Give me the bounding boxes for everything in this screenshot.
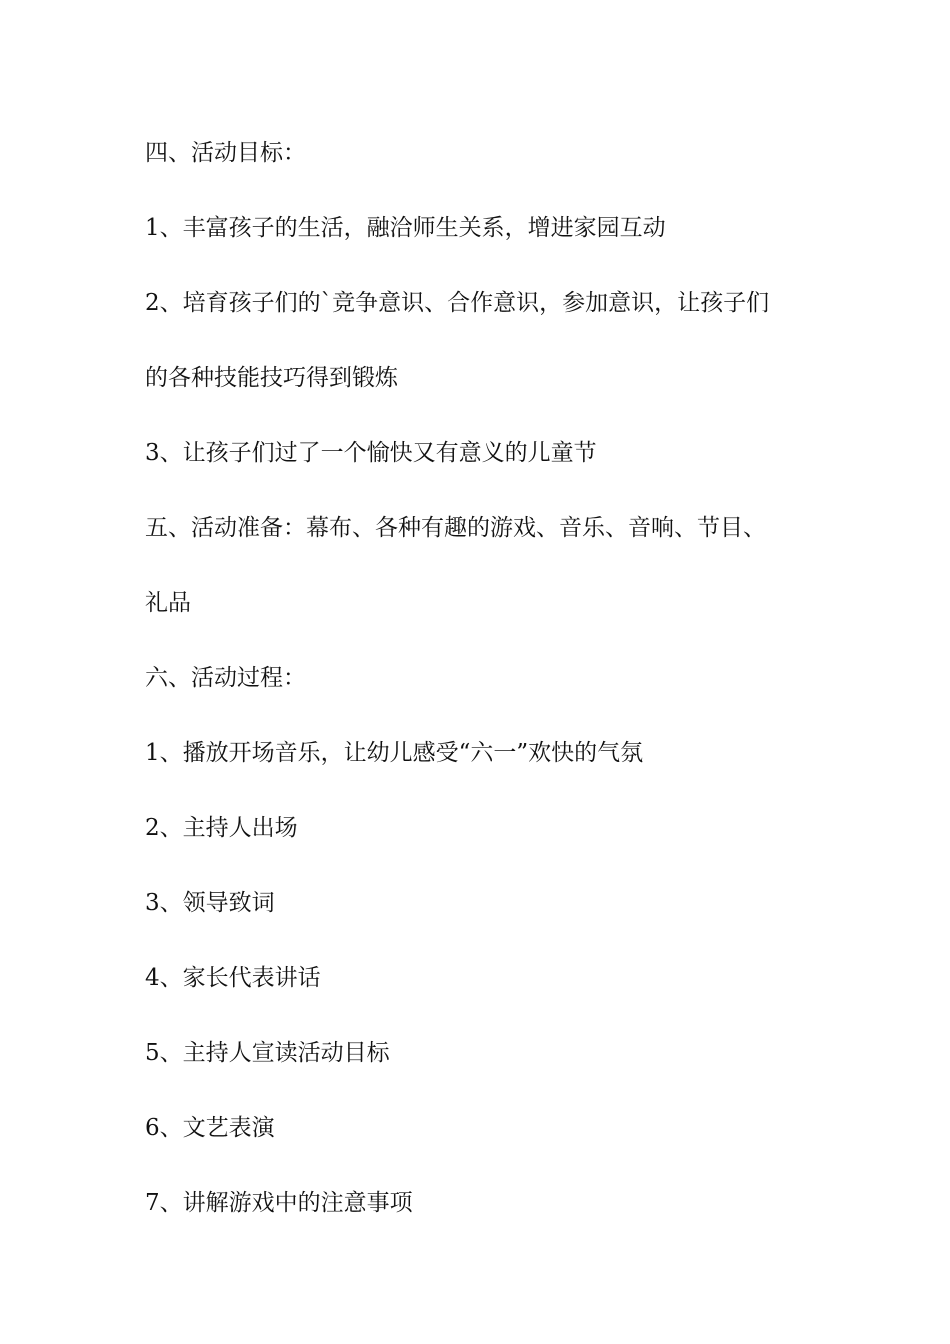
- process-step-4: 4、家长代表讲话: [145, 965, 321, 991]
- process-step-3: 3、领导致词: [145, 890, 275, 916]
- process-step-2: 2、主持人出场: [145, 815, 298, 841]
- process-step-7: 7、讲解游戏中的注意事项: [145, 1190, 413, 1216]
- process-step-5: 5、主持人宣读活动目标: [145, 1040, 390, 1066]
- process-step-6: 6、文艺表演: [145, 1115, 275, 1141]
- goal-item-2: 2、培育孩子们的`竞争意识、合作意识，参加意识，让孩子们: [145, 290, 770, 316]
- preparation-continued: 礼品: [145, 590, 191, 616]
- goal-item-3: 3、让孩子们过了一个愉快又有意义的儿童节: [145, 440, 597, 466]
- process-step-1: 1、播放开场音乐，让幼儿感受“六一”欢快的气氛: [145, 740, 644, 766]
- goal-item-1: 1、丰富孩子的生活，融洽师生关系，增进家园互动: [145, 215, 666, 241]
- section-heading-goals: 四、活动目标：: [145, 140, 306, 166]
- goal-item-2-continued: 的各种技能技巧得到锻炼: [145, 365, 398, 391]
- document-body: [145, 130, 825, 1255]
- section-heading-preparation: 五、活动准备：幕布、各种有趣的游戏、音乐、音响、节目、: [145, 515, 766, 541]
- section-heading-process: 六、活动过程：: [145, 665, 306, 691]
